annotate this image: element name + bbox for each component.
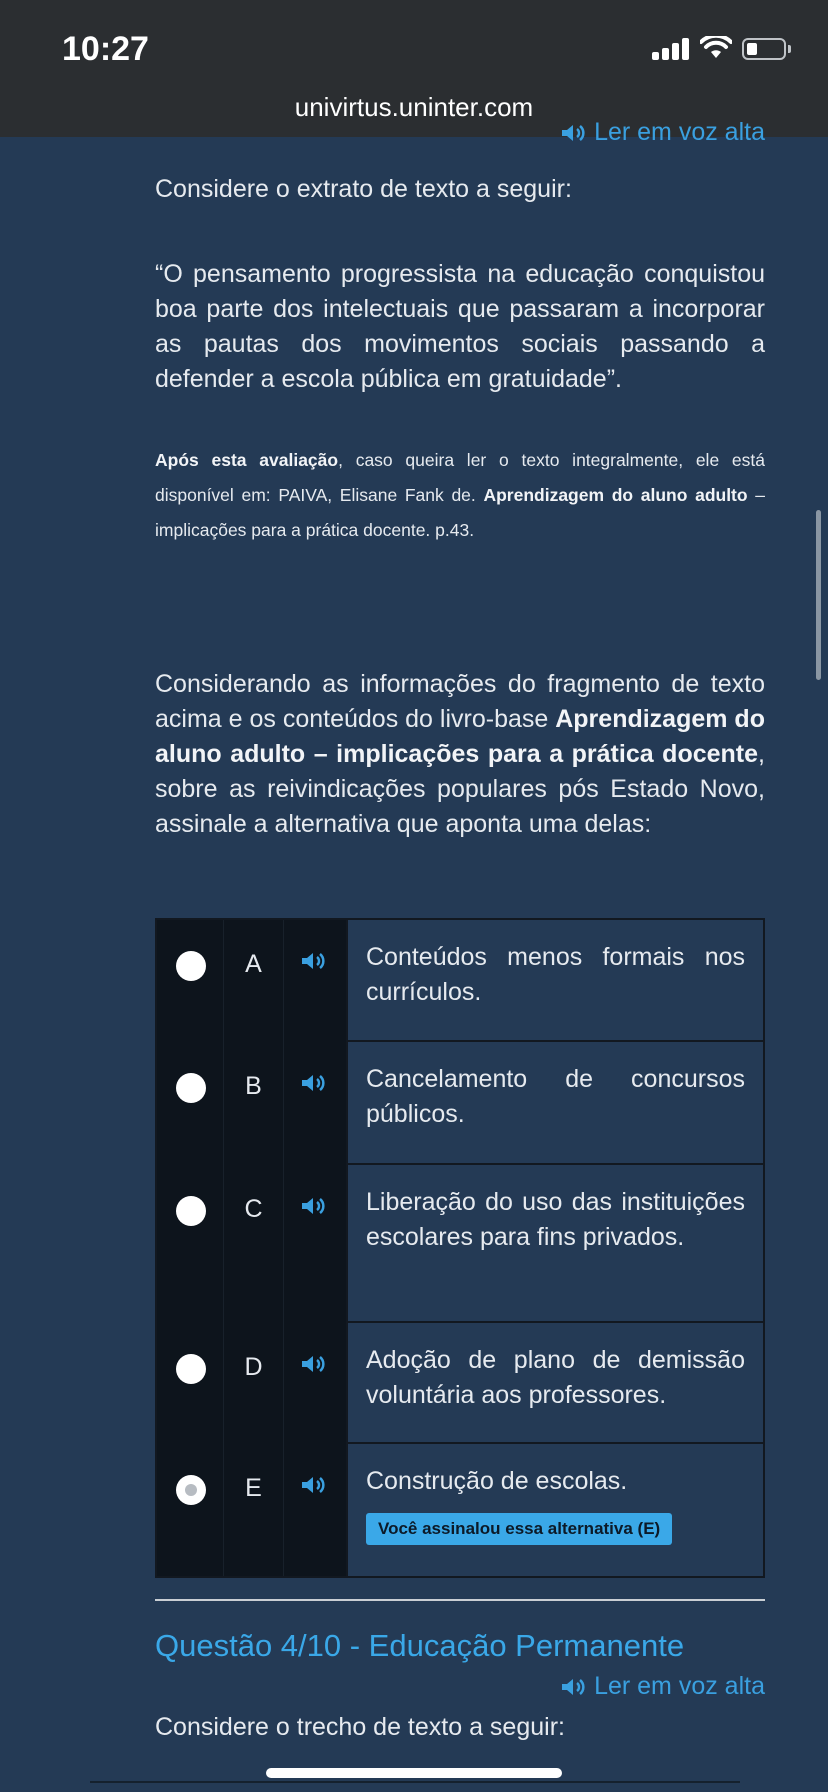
read-aloud-button[interactable] [560, 118, 765, 147]
scrollbar-thumb[interactable] [816, 510, 821, 680]
options-table [155, 918, 765, 1578]
speaker-icon[interactable] [300, 1474, 328, 1496]
address-bar-url[interactable]: univirtus.uninter.com [294, 92, 534, 122]
home-indicator[interactable] [266, 1768, 562, 1778]
option-letter: B [245, 1072, 262, 1100]
radio-option-e-selected[interactable] [176, 1475, 206, 1505]
option-text: Conteúdos menos formais nos currículos. [346, 920, 763, 1042]
bottom-divider [90, 1781, 740, 1783]
clock: 10:27 [62, 30, 149, 68]
option-letter: C [244, 1195, 263, 1223]
speaker-icon[interactable] [300, 1353, 328, 1375]
read-aloud-button[interactable] [560, 1672, 765, 1701]
speaker-icon[interactable] [300, 1195, 328, 1217]
option-text: Adoção de plano de demissão voluntária aos professores. [346, 1323, 763, 1444]
option-letter: D [244, 1353, 263, 1381]
option-letter: E [245, 1474, 262, 1502]
next-question-intro: Considere o trecho de texto a seguir: [155, 1713, 565, 1741]
question-prompt [155, 667, 765, 842]
source-text-1: , caso queira ler o texto integralmente, ele está disponível em: PAIVA, Elisane Fank de. [155, 450, 765, 505]
prompt-bold: Aprendizagem do aluno adulto – implicações para a prática docente [155, 705, 765, 768]
speaker-icon[interactable] [300, 950, 328, 972]
question-intro: Considere o extrato de texto a seguir: [155, 175, 572, 203]
prompt-text-1: Considerando as informações do fragmento de texto acima e os conteúdos do livro-base [155, 670, 765, 733]
option-text: Construção de escolas. [366, 1467, 628, 1495]
battery-icon [742, 38, 786, 60]
read-aloud-label: Ler em voz alta [594, 1672, 765, 1700]
prompt-text-2: , sobre as reivindicações populares pós Estado Novo, assinale a alternativa que aponta uma delas: [155, 740, 765, 838]
option-letter: A [245, 950, 262, 978]
option-row-c[interactable] [157, 1165, 763, 1323]
option-cell-e [346, 1444, 763, 1576]
selected-answer-badge: Você assinalou essa alternativa (E) [366, 1513, 672, 1545]
next-question-title: Questão 4/10 - Educação Permanente [155, 1628, 685, 1663]
question-source [155, 443, 765, 548]
option-text: Cancelamento de concursos públicos. [346, 1042, 763, 1165]
option-row-e[interactable] [157, 1444, 763, 1576]
option-row-b[interactable] [157, 1042, 763, 1165]
question-quote: “O pensamento progressista na educação conquistou boa parte dos intelectuais que passaram a incorporar as pautas dos movimentos sociais passando a defender a escola pública em gratuidade”. [155, 260, 765, 393]
radio-option-c[interactable] [176, 1196, 206, 1226]
source-bold-2: Aprendizagem do aluno adulto [483, 485, 748, 505]
source-text-2: – implicações para a prática docente. p.43. [155, 485, 765, 540]
option-row-d[interactable] [157, 1323, 763, 1444]
radio-option-d[interactable] [176, 1354, 206, 1384]
read-aloud-label: Ler em voz alta [594, 118, 765, 146]
battery-tip [788, 45, 791, 53]
radio-option-a[interactable] [176, 951, 206, 981]
option-row-a[interactable] [157, 920, 763, 1042]
option-text: Liberação do uso das instituições escolares para fins privados. [346, 1165, 763, 1323]
wifi-icon [700, 36, 732, 60]
browser-status-bar [0, 0, 828, 137]
cellular-signal-icon [652, 38, 690, 60]
speaker-icon[interactable] [300, 1072, 328, 1094]
source-bold-1: Após esta avaliação [155, 450, 339, 470]
radio-option-b[interactable] [176, 1073, 206, 1103]
speaker-icon [560, 122, 588, 144]
speaker-icon [560, 1676, 588, 1698]
section-divider [155, 1599, 765, 1601]
